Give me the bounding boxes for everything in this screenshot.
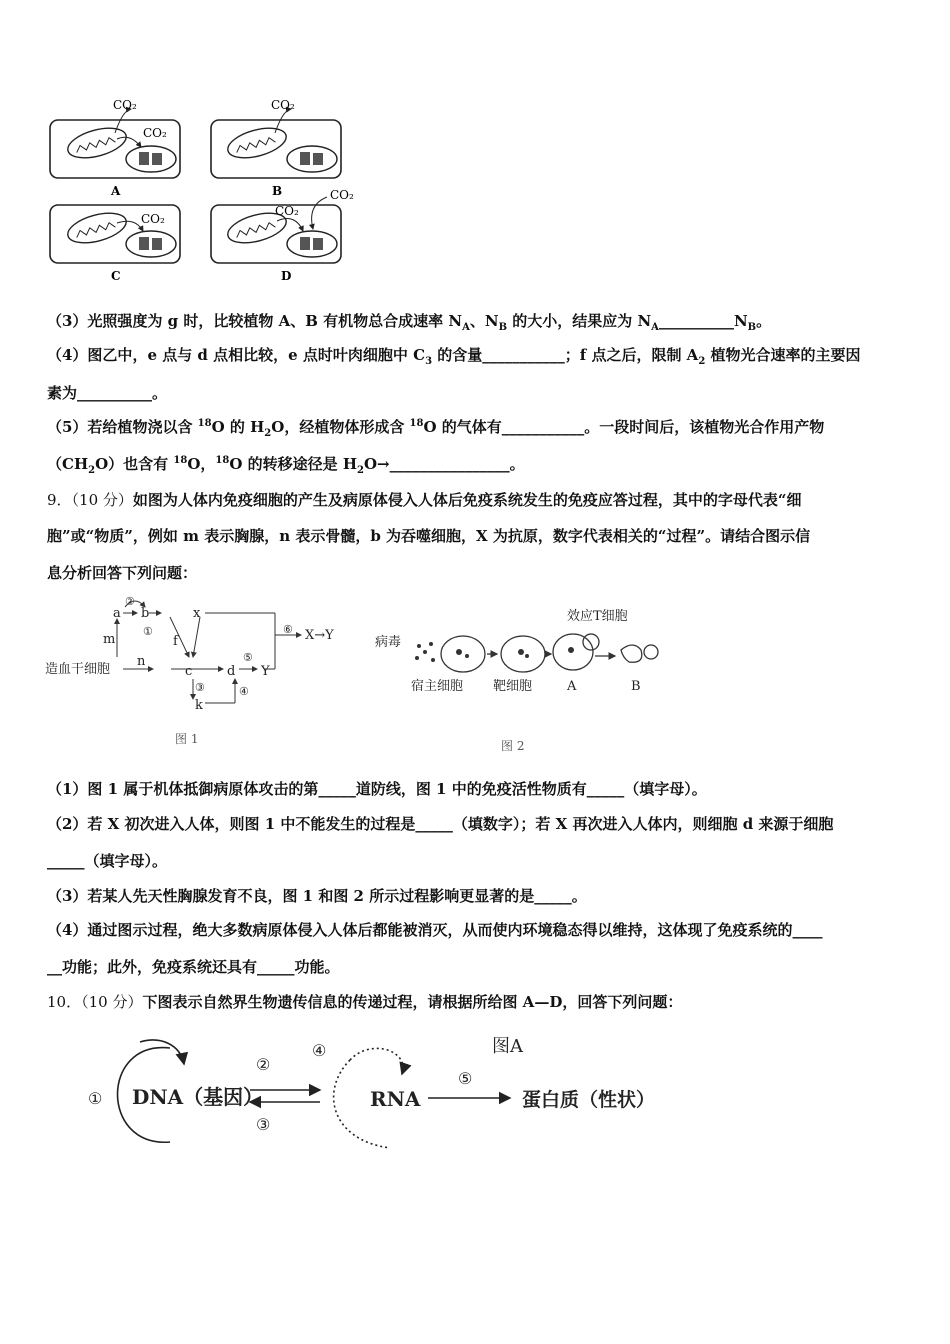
q8-p5-l2-c: O，: [187, 455, 216, 473]
fig1-node-f: f: [173, 634, 178, 649]
step-5: ⑤: [458, 1069, 473, 1088]
q8-p4-text-c: 植物光合速率的主要因: [705, 346, 861, 364]
fig2-host-label: 宿主细胞: [411, 679, 464, 694]
fig1-step-6: ⑥: [283, 623, 293, 636]
fig2-a-label: A: [567, 679, 577, 694]
q8-p3-text-a: （3）光照强度为 g 时，比较植物 A、B 有机物总合成速率 N: [47, 312, 463, 330]
q9-intro-text1: 如图为人体内免疫细胞的产生及病原体侵入人体后免疫系统发生的免疫应答过程，其中的字母代表“细: [132, 491, 802, 509]
q8-p5-l2-d: O 的转移途径是 H: [229, 455, 357, 473]
fig1-node-k: k: [195, 698, 203, 713]
co2-label-d2: CO₂: [330, 188, 354, 202]
protein-label: 蛋白质（性状）: [522, 1089, 656, 1111]
q8-part5: [47, 418, 907, 439]
fig1-step-3: ③: [195, 681, 205, 694]
co2-label-d1: CO₂: [275, 204, 299, 218]
cell-label-b: B: [272, 184, 283, 198]
q9-sub3: （3）若某人先天性胸腺发育不良，图 1 和图 2 所示过程影响更显著的是_____。: [47, 887, 587, 905]
q8-p5-text-a: （5）若给植物浇以含: [47, 418, 198, 436]
q8-p5-sup2: 18: [409, 418, 424, 429]
q9-sub4-line1: （4）通过图示过程，绝大多数病原体侵入人体后都能被消灭，从而使内环境稳态得以维持，这体现了免疫系统的____: [47, 921, 823, 939]
fig1-node-b: b: [141, 606, 150, 621]
cell-label-d: D: [281, 269, 292, 283]
q9-number: 9．（10 分）: [47, 491, 133, 509]
fig1-node-m: m: [103, 632, 116, 647]
cell-d: [211, 188, 354, 283]
step-2: ②: [256, 1055, 271, 1074]
q10-intro-text: 下图表示自然界生物遗传信息的传递过程，请根据所给图 A—D，回答下列问题：: [142, 993, 683, 1011]
q9-sub4-line2: __功能；此外，免疫系统还具有_____功能。: [47, 958, 340, 976]
q8-p3-text-d: N: [733, 312, 748, 330]
co2-label-a1: CO₂: [113, 98, 137, 112]
fig1-node-Y: Y: [261, 664, 270, 679]
q8-p4-sub: 3: [425, 356, 433, 367]
q8-p5-l2-a: （CH: [47, 455, 89, 473]
q8-part4: [47, 346, 907, 367]
fig1-step-4: ④: [239, 685, 249, 698]
dna-label: DNA（基因）: [132, 1085, 264, 1109]
q8-p3-sub4: B: [747, 322, 757, 333]
fig1-node-c: c: [185, 664, 193, 679]
fig1-step-2: ②: [125, 595, 135, 608]
q8-p3-text-c: 的大小，结果应为 N: [507, 312, 652, 330]
cell-label-a: A: [111, 184, 121, 198]
q9-intro-line1: [47, 491, 907, 509]
step-4: ④: [312, 1041, 327, 1060]
co2-label-a2: CO₂: [143, 126, 167, 140]
q8-p3-sub3: A: [651, 322, 659, 333]
step-1: ①: [88, 1089, 103, 1108]
cell-c: [50, 205, 180, 283]
q8-p5-sup: 18: [197, 418, 212, 429]
co2-label-c: CO₂: [141, 212, 165, 226]
q8-part5-line2: [47, 455, 907, 476]
fig1-node-x: x: [193, 606, 201, 621]
q8-part3: [47, 312, 907, 333]
q8-p5-l2-b: O）也含有: [95, 455, 174, 473]
fig1-node-a: a: [113, 606, 121, 621]
q8-p3-text-b: 、N: [469, 312, 499, 330]
central-dogma-figure-a: [80, 1030, 700, 1160]
cell-b: [211, 98, 341, 198]
q8-p4-text-b: 的含量___________；f 点之后，限制 A: [432, 346, 699, 364]
q8-p5-text-d: O 的气体有___________。一段时间后，该植物光合作用产物: [423, 418, 825, 436]
q9-sub2-line2: _____（填字母）。: [47, 852, 168, 870]
fig2-virus-label: 病毒: [375, 635, 402, 650]
step-3: ③: [256, 1115, 271, 1134]
q10-intro: [47, 993, 907, 1011]
q8-part4-line2: 素为__________。: [47, 384, 168, 402]
fig1-step-5: ⑤: [243, 651, 253, 664]
fig1-node-xy: X→Y: [305, 628, 334, 643]
q8-p5-l2-sup: 18: [173, 455, 188, 466]
q8-p5-l2-sub: 2: [88, 465, 96, 476]
q8-p5-sub: 2: [264, 428, 272, 439]
fig2-caption: 图 2: [501, 739, 525, 753]
q9-sub1: （1）图 1 属于机体抵御病原体攻击的第_____道防线，图 1 中的免疫活性物质有_____（填字母）。: [47, 780, 707, 798]
q8-p3-sub2: B: [498, 322, 508, 333]
q8-p4-sub2: 2: [698, 356, 706, 367]
cell-diagrams-figure: [45, 95, 365, 285]
q8-p5-l2-sup2: 18: [215, 455, 230, 466]
fig2-effector-label: 效应T细胞: [567, 609, 628, 624]
fig2-b-label: B: [631, 679, 641, 694]
rna-label: RNA: [370, 1087, 421, 1111]
q8-p3-blank[interactable]: __________: [658, 312, 734, 330]
q8-p5-l2-sub2: 2: [357, 465, 364, 476]
fig-a-title: 图A: [492, 1036, 523, 1057]
fig1-node-n: n: [137, 654, 146, 669]
q8-p4-text-a: （4）图乙中，e 点与 d 点相比较，e 点时叶肉细胞中 C: [47, 346, 426, 364]
fig1-step-1: ①: [143, 625, 153, 638]
q8-p5-l2-e: O→________________。: [363, 455, 525, 473]
q8-p5-text-b: O 的 H: [211, 418, 265, 436]
q9-intro-line2: 胞”或“物质”，例如 m 表示胸腺，n 表示骨髓，b 为吞噬细胞，X 为抗原，数字代表相关的“过程”。请结合图示信: [47, 527, 811, 545]
fig2-target-label: 靶细胞: [493, 679, 533, 694]
q8-p3-text-e: 。: [756, 312, 772, 330]
cell-a: [50, 98, 180, 198]
cell-label-c: C: [111, 269, 121, 283]
q9-intro-line3: 息分析回答下列问题：: [47, 564, 198, 582]
q10-number: 10．（10 分）: [47, 993, 143, 1011]
fig1-caption: 图 1: [175, 732, 199, 746]
q9-sub2-line1: （2）若 X 初次进入人体，则图 1 中不能发生的过程是_____（填数字）；若 X 再次进入人体内，则细胞 d 来源于细胞: [47, 815, 834, 833]
fig1-source: 造血干细胞: [45, 662, 111, 677]
co2-label-b: CO₂: [271, 98, 295, 112]
fig1-node-d: d: [227, 664, 236, 679]
immune-flow-figure-1: [45, 595, 345, 755]
q8-p3-sub1: A: [462, 322, 470, 333]
immune-cells-figure-2: [375, 600, 675, 760]
q8-p5-text-c: O，经植物体形成含: [271, 418, 410, 436]
